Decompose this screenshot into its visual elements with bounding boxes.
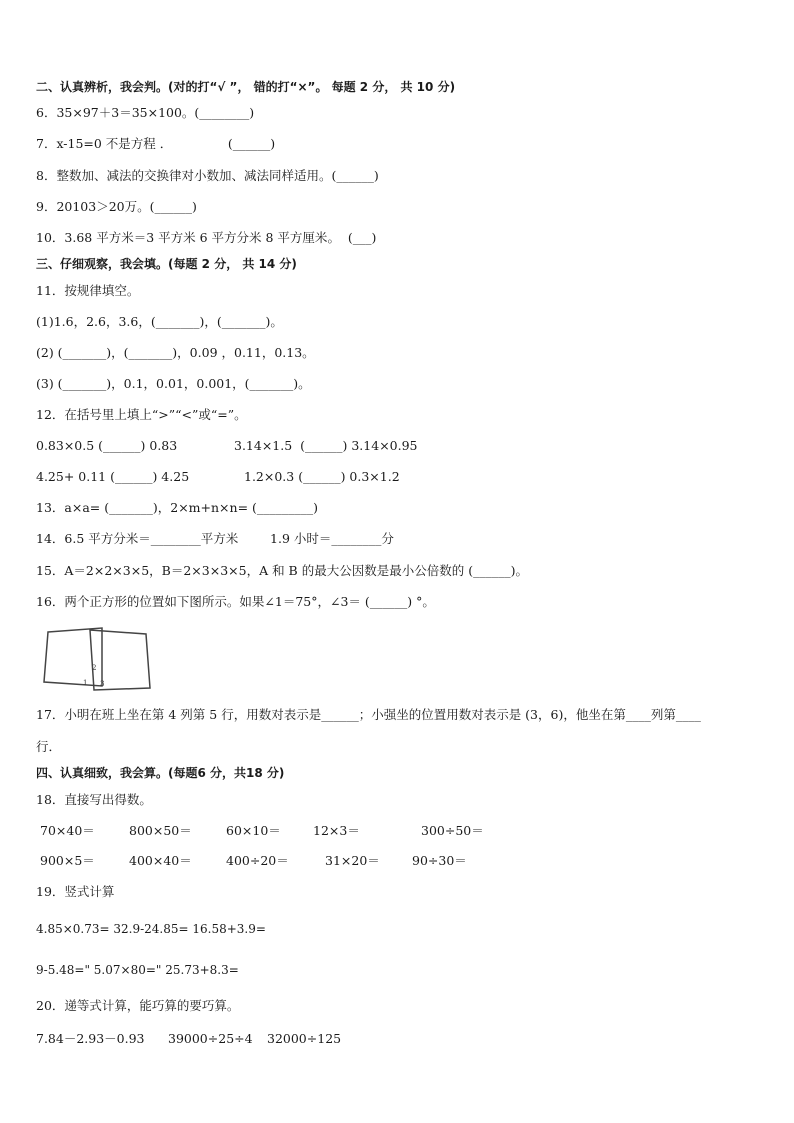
question-8: 8．整数加、减法的交换律对小数加、减法同样适用。(______): [36, 168, 379, 183]
question-12: 12．在括号里上填上“>”“<”或“=”。: [36, 407, 247, 422]
mental-math-item: 400×40＝: [129, 853, 192, 868]
question-14: 14．6.5 平方分米＝________平方米 1.9 小时＝________分: [36, 531, 394, 546]
mental-math-item: 70×40＝: [40, 823, 95, 838]
question-19-row-1: 4.85×0.73= 32.9-24.85= 16.58+3.9=: [36, 922, 266, 936]
mental-math-item: 900×5＝: [40, 853, 95, 868]
angle-label-2: 2: [92, 664, 97, 672]
question-19-row-2: 9-5.48=" 5.07×80=" 25.73+8.3=: [36, 963, 239, 977]
calc-item: 7.84－2.93－0.93: [36, 1031, 145, 1046]
question-19: 19．竖式计算: [36, 884, 115, 899]
mental-math-item: 400÷20＝: [226, 853, 289, 868]
compare-item: 3.14×1.5 (______) 3.14×0.95: [234, 438, 418, 453]
section-3-heading: 三、仔细观察，我会填。(每题 2 分， 共 14 分): [36, 257, 297, 271]
calc-item: 32000÷125: [267, 1031, 342, 1046]
mental-math-item: 12×3＝: [313, 823, 360, 838]
angle-label-1: 1: [83, 679, 88, 687]
question-11: 11．按规律填空。: [36, 283, 140, 298]
question-11-part-2: (2) (_______)，(_______)，0.09 ，0.11，0.13。: [36, 345, 315, 360]
question-7: 7．x-15=0 不是方程 ． (______): [36, 136, 276, 151]
section-2-heading: 二、认真辨析，我会判。(对的打“√ ”， 错的打“×”。 每题 2 分， 共 10 分): [36, 80, 456, 94]
question-11-part-1: (1)1.6，2.6，3.6，(_______)，(_______)。: [36, 314, 283, 329]
mental-math-item: 31×20＝: [325, 853, 380, 868]
compare-item: 1.2×0.3 (______) 0.3×1.2: [244, 469, 400, 484]
question-16: 16．两个正方形的位置如下图所示。如果∠1＝75°，∠3＝ (______) °。: [36, 594, 435, 609]
mental-math-item: 60×10＝: [226, 823, 281, 838]
angle-label-3: 3: [100, 680, 105, 688]
question-6: 6．35×97＋3＝35×100。(________): [36, 105, 255, 120]
question-17-line-1: 17．小明在班上坐在第 4 列第 5 行，用数对表示是______；小强坐的位置用数对表示是 (3，6)，他坐在第____列第____: [36, 707, 701, 722]
two-squares-figure: [40, 624, 152, 692]
compare-item: 4.25+ 0.11 (______) 4.25: [36, 469, 190, 484]
calc-item: 39000÷25÷4: [168, 1031, 253, 1046]
question-20-row: [36, 1031, 342, 1095]
question-17-line-2: 行．: [36, 739, 62, 754]
question-10: 10．3.68 平方米＝3 平方米 6 平方分米 8 平方厘米。 (___): [36, 230, 377, 245]
question-13: 13．a×a= (_______)，2×m+n×n= (_________): [36, 500, 319, 515]
section-4-heading: 四、认真细致，我会算。(每题6 分，共18 分): [36, 766, 285, 780]
question-20: 20．递等式计算，能巧算的要巧算。: [36, 998, 240, 1013]
square-right: [90, 630, 150, 690]
mental-math-item: 300÷50＝: [421, 823, 484, 838]
question-11-part-3: (3) (_______)，0.1，0.01，0.001，(_______)。: [36, 376, 311, 391]
compare-item: 0.83×0.5 (______) 0.83: [36, 438, 178, 453]
mental-math-item: 800×50＝: [129, 823, 192, 838]
question-15: 15．A＝2×2×3×5，B＝2×3×3×5，A 和 B 的最大公因数是最小公倍数的 (______)。: [36, 563, 528, 578]
mental-math-item: 90÷30＝: [412, 853, 467, 868]
question-9: 9．20103＞20万。(______): [36, 199, 197, 214]
question-18: 18．直接写出得数。: [36, 792, 152, 807]
